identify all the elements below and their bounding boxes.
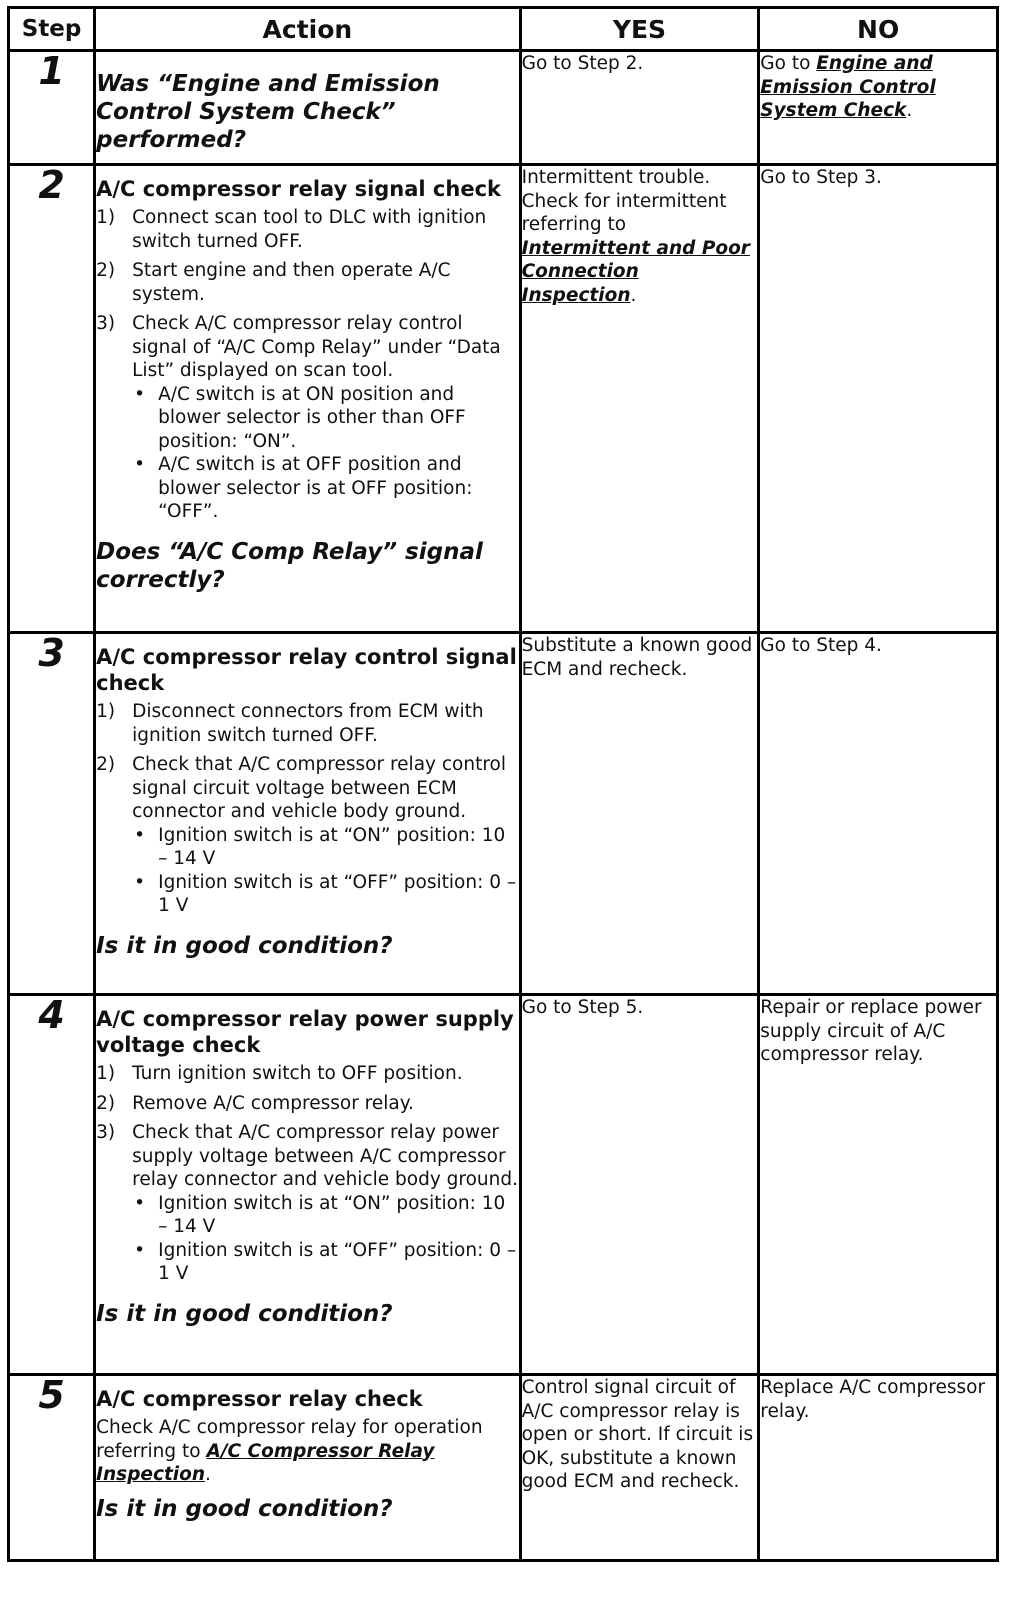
- step-title: A/C compressor relay signal check: [96, 177, 501, 201]
- step-title: A/C compressor relay power supply voltage check: [96, 1007, 514, 1057]
- yes-cell: Substitute a known good ECM and recheck.: [520, 633, 759, 995]
- bullet-icon: •: [134, 1239, 146, 1261]
- action-cell: [95, 1375, 520, 1561]
- item-number: 2): [96, 1092, 116, 1114]
- step-question: Is it in good condition?: [96, 932, 393, 959]
- procedure-list: [96, 700, 518, 918]
- item-number: 1): [96, 1063, 116, 1084]
- bullet-text: Ignition switch is at “OFF” position: 0 – 1 V: [158, 1239, 517, 1284]
- bullet-item: [132, 453, 518, 524]
- header-yes: YES: [520, 8, 759, 51]
- bullet-item: [132, 1192, 518, 1239]
- header-row: [9, 8, 998, 51]
- bullet-icon: •: [134, 383, 146, 405]
- yes-text: Intermittent trouble. Check for intermittent referring to: [521, 167, 727, 235]
- step-title: A/C compressor relay check: [96, 1387, 423, 1411]
- action-cell: [95, 51, 520, 165]
- bullet-item: [132, 871, 518, 918]
- no-suffix: .: [906, 100, 913, 121]
- item-number: 2): [96, 754, 116, 775]
- yes-cell: Control signal circuit of A/C compressor relay is open or short. If circuit is OK, substitute a known good ECM and recheck.: [520, 1375, 759, 1561]
- bullet-list: [132, 383, 518, 524]
- item-number: 1): [96, 207, 116, 228]
- bullet-text: A/C switch is at OFF position and blower selector is at OFF position: “OFF”.: [158, 454, 473, 522]
- no-text: Go to: [760, 53, 817, 74]
- step-question: Was “Engine and Emission Control System Check” performed?: [96, 71, 440, 153]
- list-item: [96, 259, 518, 306]
- diagnostic-table: [7, 6, 999, 1562]
- item-text: Check that A/C compressor relay power supply voltage between A/C compressor relay connector and vehicle body ground.: [132, 1122, 518, 1190]
- procedure-list: [96, 1062, 518, 1286]
- action-cell: [95, 633, 520, 995]
- item-number: 3): [96, 1122, 116, 1143]
- bullet-icon: •: [134, 871, 146, 893]
- yes-suffix: .: [630, 284, 637, 306]
- list-item: [96, 753, 518, 918]
- bullet-text: Ignition switch is at “ON” position: 10 – 14 V: [158, 824, 506, 869]
- item-text: Connect scan tool to DLC with ignition switch turned OFF.: [132, 207, 487, 252]
- bullet-item: [132, 1239, 518, 1286]
- item-text: Start engine and then operate A/C system.: [132, 260, 451, 305]
- yes-cell: [520, 165, 759, 633]
- item-number: 1): [96, 701, 116, 722]
- item-text: Disconnect connectors from ECM with ignition switch turned OFF.: [132, 701, 484, 746]
- action-cell: [95, 995, 520, 1375]
- no-cell: [759, 51, 998, 165]
- step-text-prefix: Check A/C compressor relay for operation referring to: [96, 1417, 483, 1462]
- intermittent-inspection-link[interactable]: Intermittent and Poor Connection Inspection: [521, 237, 750, 306]
- step-number: 5: [9, 1375, 95, 1561]
- step-number: 1: [9, 51, 95, 165]
- bullet-icon: •: [134, 454, 146, 475]
- procedure-list: [96, 206, 518, 524]
- bullet-text: A/C switch is at ON position and blower selector is other than OFF position: “ON”.: [158, 383, 466, 452]
- item-text: Check that A/C compressor relay control signal circuit voltage between ECM connector and vehicle body ground.: [132, 754, 506, 822]
- yes-cell: Go to Step 2.: [520, 51, 759, 165]
- yes-cell: Go to Step 5.: [520, 995, 759, 1375]
- header-action: Action: [95, 8, 520, 51]
- step-number: 4: [9, 995, 95, 1375]
- item-text: Remove A/C compressor relay.: [132, 1092, 414, 1114]
- relay-inspection-link[interactable]: A/C Compressor Relay Inspection: [96, 1440, 435, 1485]
- table-row: [9, 51, 998, 165]
- bullet-list: [132, 824, 518, 918]
- table-row: [9, 995, 998, 1375]
- header-step: Step: [9, 8, 95, 51]
- bullet-icon: •: [134, 1192, 146, 1214]
- step-text-suffix: .: [205, 1464, 211, 1485]
- no-cell: Repair or replace power supply circuit of A/C compressor relay.: [759, 995, 998, 1375]
- step-question: Is it in good condition?: [96, 1300, 393, 1327]
- step-number: 2: [9, 165, 95, 633]
- table-row: [9, 633, 998, 995]
- bullet-list: [132, 1192, 518, 1286]
- bullet-icon: •: [134, 824, 146, 846]
- step-number: 3: [9, 633, 95, 995]
- bullet-item: [132, 824, 518, 871]
- engine-emission-check-link[interactable]: Engine and Emission Control System Check: [760, 53, 936, 121]
- step-question: Is it in good condition?: [96, 1495, 393, 1522]
- header-no: NO: [759, 8, 998, 51]
- step-title: A/C compressor relay control signal check: [96, 645, 517, 695]
- table-row: [9, 1375, 998, 1561]
- list-item: [96, 1062, 518, 1086]
- no-cell: Replace A/C compressor relay.: [759, 1375, 998, 1561]
- item-text: Turn ignition switch to OFF position.: [132, 1063, 463, 1084]
- step-question: Does “A/C Comp Relay” signal correctly?: [96, 538, 483, 593]
- list-item: [96, 1121, 518, 1286]
- item-text: Check A/C compressor relay control signal of “A/C Comp Relay” under “Data List” displayed on scan tool.: [132, 313, 501, 381]
- step-text: [96, 1416, 518, 1487]
- list-item: [96, 312, 518, 524]
- bullet-text: Ignition switch is at “ON” position: 10 – 14 V: [158, 1192, 506, 1237]
- action-cell: [95, 165, 520, 633]
- item-number: 3): [96, 313, 116, 334]
- list-item: [96, 206, 518, 253]
- no-cell: Go to Step 4.: [759, 633, 998, 995]
- list-item: [96, 700, 518, 747]
- list-item: [96, 1092, 518, 1116]
- table-row: [9, 165, 998, 633]
- bullet-text: Ignition switch is at “OFF” position: 0 – 1 V: [158, 871, 517, 916]
- item-number: 2): [96, 260, 116, 281]
- no-cell: Go to Step 3.: [759, 165, 998, 633]
- bullet-item: [132, 383, 518, 454]
